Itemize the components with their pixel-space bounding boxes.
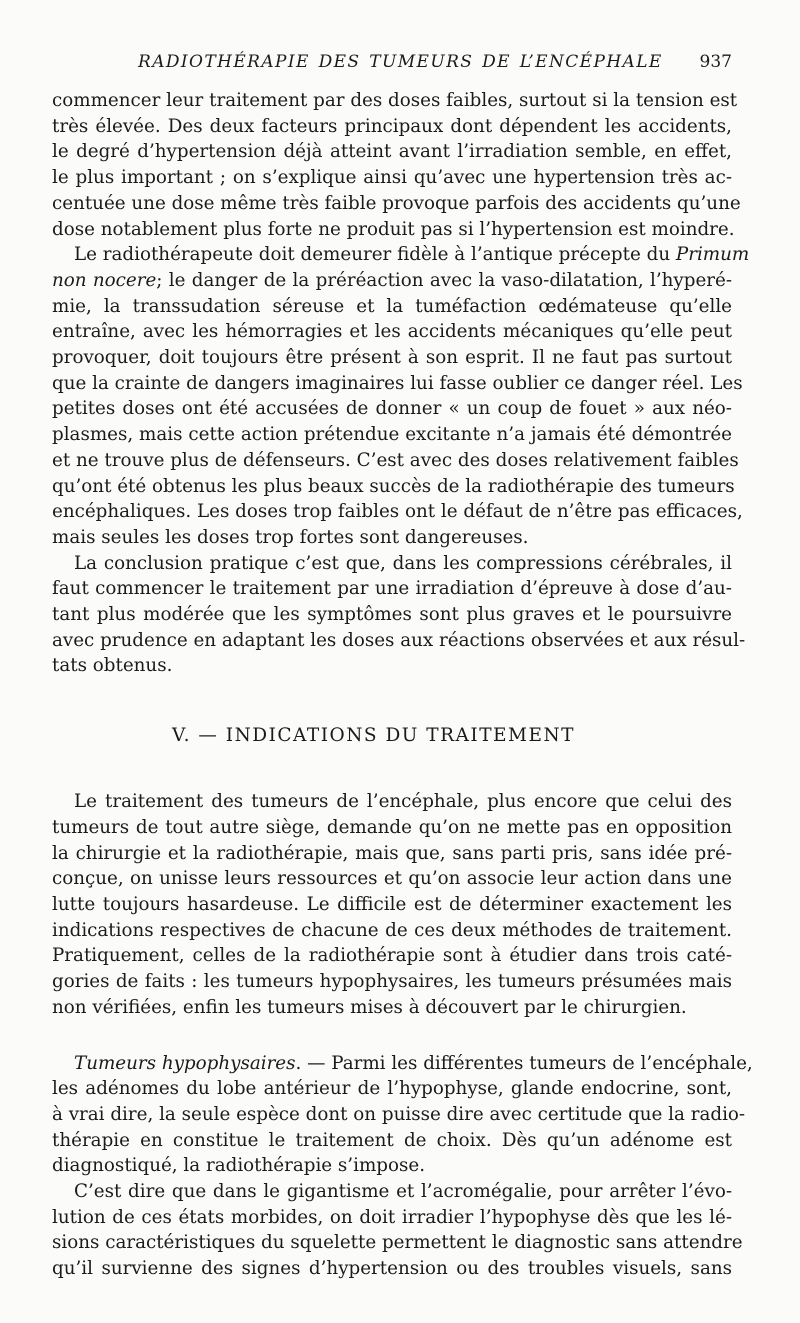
paragraph [52,242,750,550]
italic-phrase: non nocere [52,269,157,291]
paragraph [52,1179,743,1282]
text-line: mais seules les doses trop fortes sont dangereuses. [52,526,529,548]
text-line: très élevée. Des deux facteurs principaux dont dépendent les accidents, [52,115,732,137]
text-line: la chirurgie et la radiothérapie, mais que, sans parti pris, sans idée pré- [52,842,732,864]
body-text [52,88,753,1282]
text-line: qu’il survienne des signes d’hypertension ou des troubles visuels, sans [52,1258,732,1280]
text-line: entraîne, avec les hémorragies et les accidents mécaniques qu’elle peut [52,321,732,343]
running-head [52,52,732,82]
paragraph [52,789,732,1020]
text-line: les adénomes du lobe antérieur de l’hypophyse, glande endocrine, sont, [52,1078,732,1100]
paragraph [52,88,741,242]
text-line: non nocere; le danger de la préréaction avec la vaso-dilatation, l’hyperé- [52,269,732,291]
section-heading: V. — INDICATIONS DU TRAITEMENT [172,725,576,747]
text-line: le plus important ; on s’explique ainsi qu’avec une hypertension très ac- [52,167,732,189]
text-line: avec prudence en adaptant les doses aux réactions observées et aux résul- [52,629,746,651]
text-line: Tumeurs hypophysaires. — Parmi les différentes tumeurs de l’encéphale, [74,1052,753,1074]
text-line: gories de faits : les tumeurs hypophysaires, les tumeurs présumées mais [52,971,732,993]
text-line: Le traitement des tumeurs de l’encéphale, plus encore que celui des [74,791,732,813]
text-line: non vérifiées, enfin les tumeurs mises à découvert par le chirurgien. [52,996,687,1018]
text-line: et ne trouve plus de défenseurs. C’est avec des doses relativement faibles [52,449,739,471]
page-number: 937 [699,52,732,72]
text-line: thérapie en constitue le traitement de choix. Dès qu’un adénome est [52,1129,732,1151]
paragraph [52,551,746,680]
text-line: faut commencer le traitement par une irradiation d’épreuve à dose d’au- [52,578,732,600]
text-line: Le radiothérapeute doit demeurer fidèle à l’antique précepte du Primum [74,244,750,266]
text-line: lution de ces états morbides, on doit irradier l’hypophyse dès que les lé- [52,1206,732,1228]
paragraph-gap [52,1021,732,1051]
running-title: RADIOTHÉRAPIE DES TUMEURS DE L’ENCÉPHALE [138,52,663,72]
text-line: Pratiquement, celles de la radiothérapie sont à étudier dans trois caté- [52,945,732,967]
italic-phrase: Primum [675,244,750,266]
text-line: diagnostiqué, la radiothérapie s’impose. [52,1155,426,1177]
text-line: provoquer, doit toujours être présent à son esprit. Il ne faut pas surtout [52,347,732,369]
text-line: tats obtenus. [52,655,173,677]
text-line: La conclusion pratique c’est que, dans les compressions cérébrales, il [74,552,732,574]
paragraph [52,1051,753,1180]
text-line: indications respectives de chacune de ces deux méthodes de traitement. [52,919,732,941]
text-line: dose notablement plus forte ne produit pas si l’hypertension est moindre. [52,218,735,240]
text-line: conçue, on unisse leurs ressources et qu’on associe leur action dans une [52,868,732,890]
text-line: tumeurs de tout autre siège, demande qu’on ne mette pas en opposition [52,816,732,838]
text-line: mie, la transsudation séreuse et la tuméfaction œdémateuse qu’elle [52,295,732,317]
text-line: centuée une dose même très faible provoque parfois des accidents qu’une [52,192,741,214]
text-line: sions caractéristiques du squelette permettent le diagnostic sans attendre [52,1232,743,1254]
text-line: C’est dire que dans le gigantisme et l’acromégalie, pour arrêter l’évo- [74,1181,732,1203]
text-line: encéphaliques. Les doses trop faibles ont le défaut de n’être pas efficaces, [52,501,743,523]
text-line: plasmes, mais cette action prétendue excitante n’a jamais été démontrée [52,424,732,446]
text-line: lutte toujours hasardeuse. Le difficile est de déterminer exactement les [52,893,732,915]
text-line: à vrai dire, la seule espèce dont on puisse dire avec certitude que la radio- [52,1103,746,1125]
text-line: commencer leur traitement par des doses faibles, surtout si la tension est [52,90,738,111]
text-line: qu’ont été obtenus les plus beaux succès de la radiothérapie des tumeurs [52,475,735,497]
text-line: petites doses ont été accusées de donner « un coup de fouet » aux néo- [52,398,732,420]
text-line: tant plus modérée que les symptômes sont plus graves et le poursuivre [52,604,732,626]
italic-phrase: Tumeurs hypophysaires [74,1052,296,1074]
text-line: le degré d’hypertension déjà atteint avant l’irradiation semble, en effet, [52,141,732,163]
text-line: que la crainte de dangers imaginaires lui fasse oublier ce danger réel. Les [52,372,743,394]
